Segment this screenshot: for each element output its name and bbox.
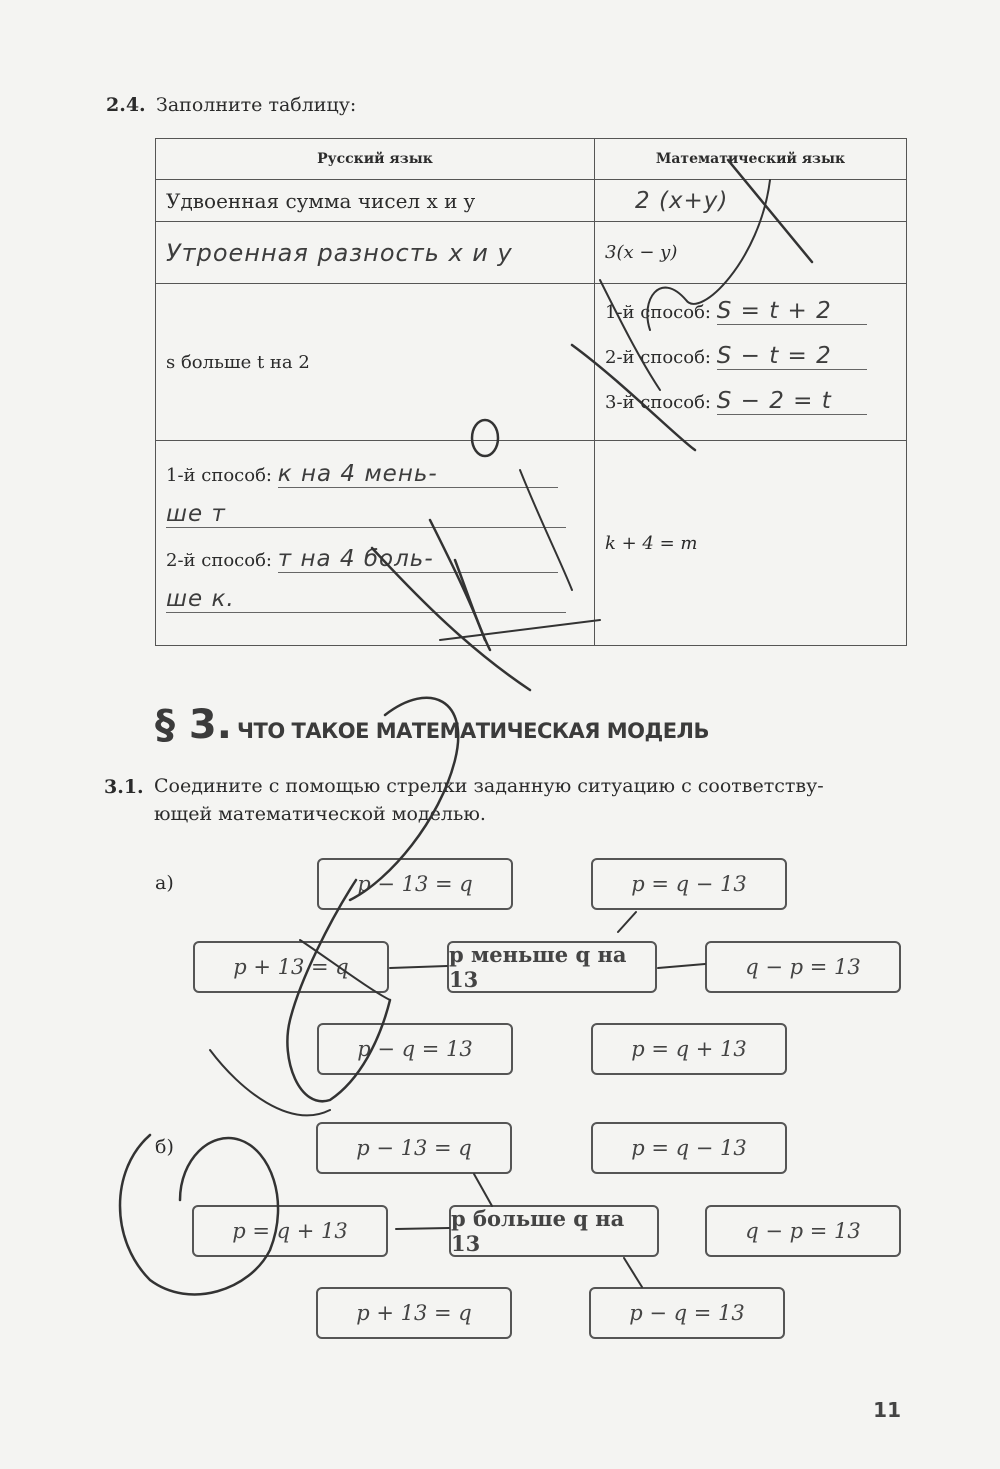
- cell-row3-russian: s больше t на 2: [156, 284, 595, 441]
- connector-line: [618, 912, 636, 932]
- handwritten-answer: S − 2 = t: [717, 388, 867, 415]
- connector-line: [658, 964, 705, 968]
- situation-box[interactable]: p меньше q на 13: [447, 941, 657, 993]
- handwritten-answer: т на 4 боль-: [278, 546, 558, 573]
- page-number: 11: [873, 1398, 901, 1422]
- handwritten-answer: 2 (x+y): [635, 187, 729, 214]
- exercise-instruction: Соедините с помощью стрелки заданную ситуацию с соответству- ющей математической моделью.: [154, 775, 824, 825]
- handwritten-answer: Утроенная разность x и y: [166, 238, 513, 267]
- check-mark: [572, 345, 695, 450]
- cell-row4-math: k + 4 = m: [595, 441, 907, 646]
- handwritten-answer: ше к.: [166, 586, 566, 613]
- exercise-instruction: Заполните таблицу:: [156, 94, 357, 116]
- model-box[interactable]: p − 13 = q: [317, 858, 513, 910]
- cell-row2-math: 3(x − y): [595, 222, 907, 284]
- grade-mark: [372, 548, 530, 690]
- section-number: § 3.: [155, 702, 232, 748]
- model-box[interactable]: q − p = 13: [705, 1205, 901, 1257]
- cell-row4-russian: 1-й способ: к на 4 мень- ше т 2-й способ: т на 4 боль- ше к.: [156, 441, 595, 646]
- model-box[interactable]: p − 13 = q: [316, 1122, 512, 1174]
- model-box[interactable]: p − q = 13: [317, 1023, 513, 1075]
- part-label-b: б): [155, 1136, 174, 1158]
- model-box[interactable]: q − p = 13: [705, 941, 901, 993]
- model-box[interactable]: p = q − 13: [591, 1122, 787, 1174]
- handwritten-answer: S = t + 2: [717, 298, 867, 325]
- handwritten-answer: к на 4 мень-: [278, 461, 558, 488]
- exercise-number: 3.1.: [104, 776, 144, 798]
- model-box[interactable]: p = q + 13: [192, 1205, 388, 1257]
- model-box[interactable]: p = q + 13: [591, 1023, 787, 1075]
- grade-mark: [472, 420, 498, 456]
- grade-mark: [210, 1050, 330, 1115]
- handwritten-answer: ше т: [166, 501, 566, 528]
- section-title: ЧТО ТАКОЕ МАТЕМАТИЧЕСКАЯ МОДЕЛЬ: [237, 719, 709, 743]
- cell-row3-math: 1-й способ: S = t + 2 2-й способ: S − t = 2 3-й способ: S − 2 = t: [595, 284, 907, 441]
- connector-line: [474, 1174, 492, 1206]
- exercise-number: 2.4.: [106, 94, 146, 116]
- situation-box[interactable]: p больше q на 13: [449, 1205, 659, 1257]
- model-box[interactable]: p − q = 13: [589, 1287, 785, 1339]
- model-box[interactable]: p = q − 13: [591, 858, 787, 910]
- check-mark: [728, 160, 812, 262]
- header-math: Математический язык: [595, 139, 907, 180]
- connector-line: [624, 1258, 642, 1287]
- check-mark: [647, 180, 770, 330]
- grade-mark: [350, 698, 458, 900]
- grade-mark: [300, 940, 390, 1000]
- part-label-a: а): [155, 872, 174, 894]
- model-box[interactable]: p + 13 = q: [193, 941, 389, 993]
- handwritten-answer: S − t = 2: [717, 343, 867, 370]
- cell-row1-russian: Удвоенная сумма чисел x и y: [156, 180, 595, 222]
- grade-mark: [520, 470, 572, 590]
- grade-mark: [430, 520, 485, 640]
- model-box[interactable]: p + 13 = q: [316, 1287, 512, 1339]
- header-russian: Русский язык: [156, 139, 595, 180]
- connector-line: [390, 966, 447, 968]
- grade-mark: [120, 1135, 278, 1294]
- connector-line: [396, 1228, 449, 1229]
- grade-mark: [440, 620, 600, 640]
